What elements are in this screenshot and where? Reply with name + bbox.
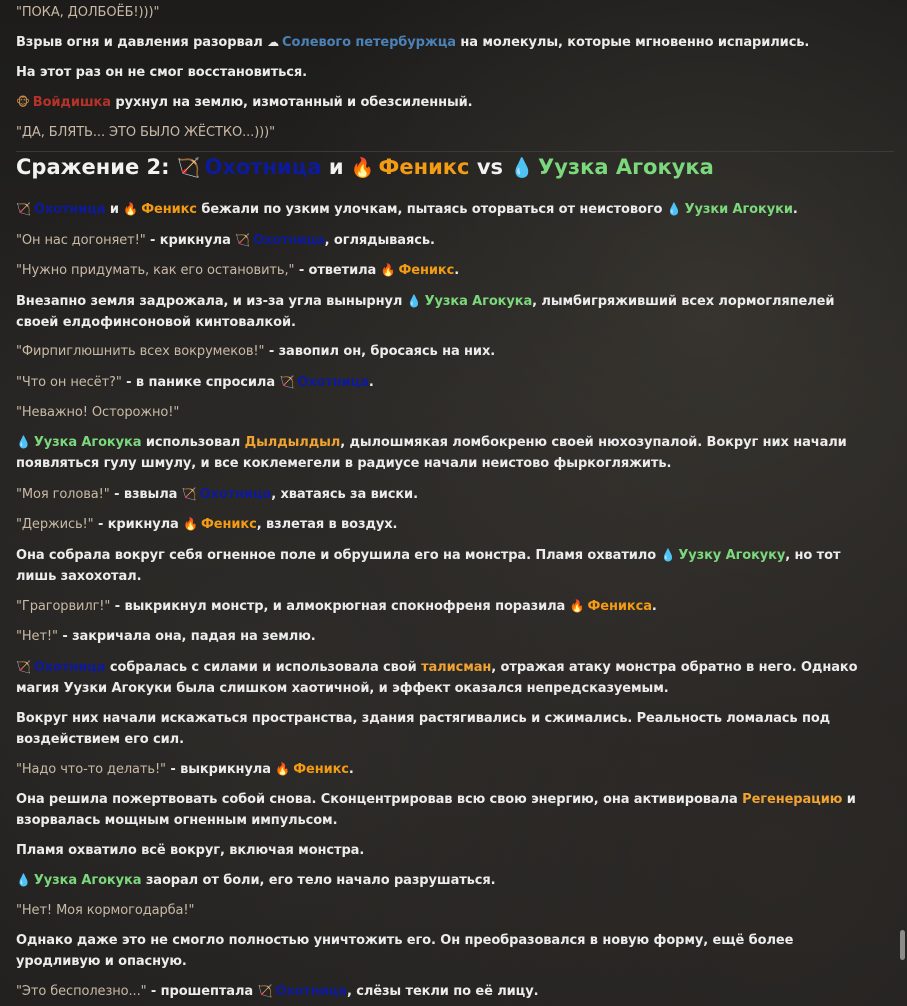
- water-drop-icon: 💧: [660, 548, 676, 562]
- fire-icon: 🔥: [569, 599, 585, 613]
- message-line: [16, 789, 866, 831]
- narration-text: , оглядываясь.: [324, 233, 435, 248]
- narration-text: На этот раз он не смог восстановиться.: [16, 65, 307, 80]
- character-uz: Уузка Агокука: [424, 294, 533, 309]
- ability-regen: Регенерацию: [742, 792, 843, 807]
- narration-text: Вокруг них начали искажаться пространства, здания растягивались и сжимались. Реальность ломалась под воздействием его сил.: [16, 711, 831, 747]
- message-line: [16, 372, 866, 393]
- narration-text: Она собрала вокруг себя огненное поле и обрушила его на монстра. Пламя охватило: [16, 548, 657, 563]
- narration-text: , лымбигряживший всех лормогляпелей своей елдофинсоновой кинтовалкой.: [16, 294, 835, 330]
- character-uz: Уузку Агокуку: [678, 548, 786, 563]
- message-line: [16, 291, 866, 333]
- narration-text: , дылошмякая ломбокреню своей нюхозупалой. Вокруг них начали появляться гулу шмулу, и все коклемегели в радиусе начали неистово фыркогляжить.: [16, 435, 847, 471]
- narration-text: - взвыла: [114, 487, 178, 502]
- water-drop-icon: 💧: [510, 157, 535, 179]
- heading-vs: vs: [476, 155, 504, 179]
- narration-text: , хватаясь за виски.: [271, 487, 418, 502]
- quote-text: "Моя голова!": [16, 487, 110, 502]
- character-hunter: Охотница: [204, 155, 322, 179]
- bow-icon: 🏹: [235, 233, 251, 247]
- narration-text: Однако даже это не смогло полностью уничтожить его. Он преобразовался в новую форму, ещё более уродливую и опасную.: [16, 933, 794, 969]
- character-hunter: Охотница: [275, 984, 347, 999]
- message-line: [16, 596, 866, 617]
- narration-text: использовал: [145, 435, 241, 450]
- message-line: [16, 122, 866, 143]
- message-line: [16, 341, 866, 362]
- bow-icon: 🏹: [16, 202, 31, 216]
- narration-text: , взлетая в воздух.: [256, 517, 398, 532]
- narration-text: - в панике спросила: [126, 375, 275, 390]
- character-uz: Уузка Агокука: [33, 435, 142, 450]
- character-phoenix: Феникс: [293, 762, 349, 777]
- bow-icon: 🏹: [257, 984, 273, 998]
- scrollbar[interactable]: [895, 0, 907, 1006]
- punctuation: .: [651, 599, 657, 614]
- character-hunter: Охотница: [199, 487, 272, 502]
- quote-text: "Надо что-то делать!": [16, 762, 166, 777]
- bow-icon: 🏹: [16, 660, 31, 674]
- quote-text: "Держись!": [16, 517, 94, 532]
- quote-text: "Нет! Моя кормогодарба!": [16, 903, 195, 918]
- message-line: [16, 62, 866, 83]
- fire-icon: 🔥: [380, 263, 396, 277]
- fire-icon: 🔥: [123, 202, 139, 216]
- water-drop-icon: 💧: [406, 294, 422, 308]
- character-phoenix: Феникса: [587, 599, 652, 614]
- narration-text: - выкрикнула: [170, 762, 271, 777]
- cloud-icon: ☁: [267, 35, 280, 49]
- battle-heading: [16, 150, 876, 185]
- character-uz: Уузка Агокука: [538, 155, 714, 179]
- message-line: [16, 545, 866, 587]
- narration-text: - завопил он, бросаясь на них.: [268, 344, 496, 359]
- character-phoenix: Феникс: [141, 202, 197, 217]
- punctuation: .: [792, 202, 798, 217]
- message-line: [16, 981, 866, 1002]
- message-line: [16, 230, 866, 251]
- narration-text: , но тот лишь захохотал.: [16, 548, 841, 584]
- narration-text: и: [109, 202, 119, 217]
- character-salt: Солевого петербуржца: [282, 35, 456, 50]
- narration-text: - крикнула: [150, 233, 231, 248]
- ability-dyld: Дылдылдыл: [244, 435, 341, 450]
- message-line: [16, 402, 866, 423]
- message-line: [16, 930, 866, 972]
- quote-text: "Фирпиглюшнить всех вокрумеков!": [16, 344, 265, 359]
- narration-text: - крикнула: [97, 517, 179, 532]
- narration-text: собралась с силами и использовала свой: [109, 660, 417, 675]
- character-hunter: Охотница: [253, 233, 325, 248]
- message-line: [16, 840, 866, 861]
- quote-text: "Нужно придумать, как его остановить,": [16, 263, 295, 278]
- message-line: [16, 432, 866, 474]
- quote-text: "Неважно! Осторожно!": [16, 405, 180, 420]
- character-hunter: Охотница: [33, 660, 106, 675]
- bow-icon: 🏹: [181, 487, 197, 501]
- narration-text: на молекулы, которые мгновенно испарились.: [460, 35, 810, 50]
- message-line: [16, 484, 866, 505]
- item-talisman: талисман: [421, 660, 492, 675]
- water-drop-icon: 💧: [666, 202, 682, 216]
- heading-prefix: Сражение 2:: [16, 155, 170, 179]
- quote-text: "Грагорвилг!": [16, 599, 111, 614]
- character-hunter: Охотница: [297, 375, 369, 390]
- character-phoenix: Феникс: [398, 263, 455, 278]
- narration-text: - закричала она, падая на землю.: [62, 629, 316, 644]
- message-line: [16, 900, 866, 921]
- monkey-icon: 🐵: [16, 95, 30, 109]
- narration-text: и взорвалась мощным огненным импульсом.: [16, 792, 856, 828]
- water-drop-icon: 💧: [16, 435, 31, 449]
- bow-icon: 🏹: [176, 157, 201, 179]
- narration-text: заорал от боли, его тело начало разрушаться.: [145, 873, 496, 888]
- message-line: [16, 32, 866, 53]
- narration-text: , отражая атаку монстра обратно в него. Однако магия Уузки Агокуки была слишком хаотичной, и эффект оказался непредсказуемым.: [16, 660, 858, 696]
- narration-text: Внезапно земля задрожала, и из-за угла вынырнул: [16, 294, 403, 309]
- fire-icon: 🔥: [275, 762, 291, 776]
- bow-icon: 🏹: [279, 375, 295, 389]
- punctuation: .: [454, 263, 460, 278]
- quote-text: "ДА, БЛЯТЬ... ЭТО БЫЛО ЖЁСТКО...)))": [16, 125, 276, 140]
- message-line: [16, 759, 866, 780]
- character-hunter: Охотница: [33, 202, 106, 217]
- fire-icon: 🔥: [183, 517, 198, 531]
- character-phoenix: Феникс: [378, 155, 470, 179]
- narration-text: Взрыв огня и давления разорвал: [16, 35, 263, 50]
- quote-text: "Это бесполезно...": [16, 984, 147, 999]
- character-phoenix: Феникс: [201, 517, 257, 532]
- fire-icon: 🔥: [350, 157, 375, 179]
- quote-text: "Он нас догоняет!": [16, 233, 146, 248]
- message-line: [16, 514, 866, 535]
- message-line: [16, 708, 866, 750]
- quote-text: "Что он несёт?": [16, 375, 122, 390]
- punctuation: .: [368, 375, 374, 390]
- message-line: [16, 260, 866, 281]
- narration-text: Пламя охватило всё вокруг, включая монстра.: [16, 843, 365, 858]
- character-uz: Уузка Агокука: [33, 873, 142, 888]
- message-line: [16, 870, 866, 891]
- message-line: [16, 199, 866, 220]
- quote-text: "Нет!": [16, 629, 58, 644]
- narration-text: - ответила: [298, 263, 377, 278]
- heading-and: и: [328, 155, 344, 179]
- narration-text: - выкрикнул монстр, и алмокрюгная спокнофреня поразила: [114, 599, 566, 614]
- message-line: [16, 2, 866, 23]
- punctuation: .: [348, 762, 354, 777]
- scrollbar-thumb[interactable]: [900, 930, 905, 960]
- character-uz: Уузки Агокуки: [684, 202, 793, 217]
- water-drop-icon: 💧: [16, 873, 31, 887]
- message-line: [16, 626, 866, 647]
- narration-text: бежали по узким улочкам, пытаясь оторваться от неистового: [201, 202, 663, 217]
- narration-text: - прошептала: [150, 984, 254, 999]
- message-line: [16, 657, 866, 699]
- quote-text: "ПОКА, ДОЛБОЁБ!)))": [16, 5, 160, 20]
- narration-text: , слёзы текли по её лицу.: [346, 984, 539, 999]
- message-line: [16, 92, 866, 113]
- narration-text: рухнул на землю, измотанный и обезсиленный.: [115, 95, 473, 110]
- character-voy: Войдишка: [32, 95, 111, 110]
- narration-text: Она решила пожертвовать собой снова. Сконцентрировав всю свою энергию, она активировала: [16, 792, 738, 807]
